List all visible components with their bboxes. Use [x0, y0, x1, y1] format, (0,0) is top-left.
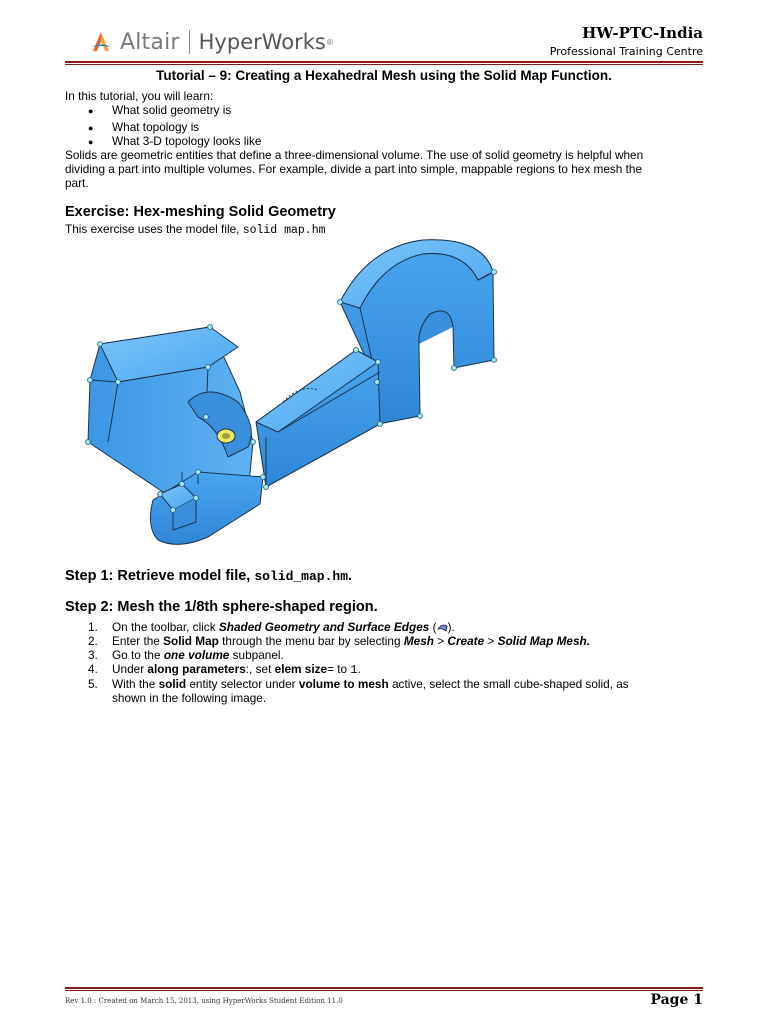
- intro-paragraph-line: dividing a part into multiple volumes. For example, divide a part into simple, mappable regions to hex mesh the: [65, 162, 643, 176]
- bold-term: solid: [158, 677, 187, 691]
- bullet-item: ● What 3-D topology looks like: [88, 134, 262, 148]
- step-text: :, set: [245, 662, 275, 676]
- step-text: = to: [327, 662, 351, 676]
- bold-term: volume to mesh: [298, 677, 389, 691]
- revision-note: Rev 1.0 : Created on March 15, 2013, using HyperWorks Student Edition 11.0: [65, 997, 343, 1005]
- step-text: through the menu bar by selecting: [218, 634, 404, 648]
- step-text: .: [357, 662, 361, 676]
- step-item: [65, 662, 705, 677]
- bullet-dot: ●: [88, 123, 94, 133]
- solid-model-figure: [78, 232, 498, 552]
- step-text: active, select the small cube-shaped solid, as: [388, 677, 629, 691]
- logo-divider: [189, 30, 190, 54]
- menu-term: Shaded Geometry and Surface Edges: [218, 620, 430, 634]
- logo-product: HyperWorks: [198, 30, 326, 54]
- step-number: 1.: [88, 620, 98, 634]
- header-rule: [65, 61, 703, 63]
- step-text: On the toolbar, click: [112, 620, 219, 634]
- step-item: [65, 620, 705, 634]
- step2-heading: Step 2: Mesh the 1/8th sphere-shaped region.: [65, 599, 378, 615]
- value-literal: 1: [350, 663, 358, 677]
- document-title: Tutorial – 9: Creating a Hexahedral Mesh using the Solid Map Function.: [156, 68, 612, 83]
- step1-filename: solid_map.hm: [254, 569, 348, 584]
- step-text: Under: [112, 662, 148, 676]
- bullet-item: ● What topology is: [88, 120, 200, 134]
- step-text: With the: [112, 677, 159, 691]
- exercise-heading: Exercise: Hex-meshing Solid Geometry: [65, 204, 336, 220]
- menu-term: Create: [447, 634, 485, 648]
- logo-trademark: ®: [326, 37, 333, 47]
- step-text: entity selector under: [186, 677, 299, 691]
- page-number: Page 1: [650, 992, 703, 1008]
- bullet-dot: ●: [88, 106, 94, 116]
- step-number: 5.: [88, 677, 98, 691]
- intro-lead: In this tutorial, you will learn:: [65, 89, 214, 103]
- org-subtitle: Professional Training Centre: [549, 45, 703, 58]
- model-filename: solid map.hm: [242, 224, 326, 237]
- bold-term: elem size: [274, 662, 328, 676]
- step-number: 4.: [88, 662, 98, 676]
- step-text: >: [433, 634, 448, 648]
- menu-term: one volume: [163, 648, 230, 662]
- step-item: [65, 648, 705, 662]
- org-title: HW-PTC-India: [582, 24, 703, 42]
- step-item: [65, 691, 705, 705]
- header-rule-thin: [65, 64, 703, 65]
- altair-logo-icon: [88, 29, 114, 55]
- shaded-geometry-icon: [437, 622, 448, 633]
- bold-term: along parameters: [147, 662, 246, 676]
- step-item: [65, 634, 705, 648]
- exercise-text: This exercise uses the model file, solid map.hm: [65, 222, 326, 237]
- intro-paragraph-line: Solids are geometric entities that define a three-dimensional volume. The use of solid geometry is helpful when: [65, 148, 644, 162]
- menu-term: Solid Map Mesh.: [497, 634, 591, 648]
- step-text: (: [429, 620, 437, 634]
- intro-paragraph-line: part.: [65, 176, 89, 190]
- step-text: >: [484, 634, 498, 648]
- altair-logo: [88, 26, 333, 58]
- step-number: 2.: [88, 634, 98, 648]
- bold-term: Solid Map: [163, 634, 219, 648]
- footer-rule-thin: [65, 990, 703, 991]
- step-number: 3.: [88, 648, 98, 662]
- bullet-dot: ●: [88, 137, 94, 147]
- step2-instructions: [65, 620, 705, 705]
- step-text: shown in the following image.: [112, 691, 267, 705]
- logo-brand: Altair: [120, 29, 180, 55]
- step-item: [65, 677, 705, 691]
- step-text: subpanel.: [229, 648, 284, 662]
- step1-heading: Step 1: Retrieve model file, solid_map.hm.: [65, 568, 353, 584]
- step-text: Go to the: [112, 648, 164, 662]
- bullet-item: ● What solid geometry is: [88, 103, 232, 117]
- menu-term: Mesh: [403, 634, 434, 648]
- step-text: Enter the: [112, 634, 164, 648]
- footer-rule: [65, 987, 703, 989]
- step-text: ).: [447, 620, 455, 634]
